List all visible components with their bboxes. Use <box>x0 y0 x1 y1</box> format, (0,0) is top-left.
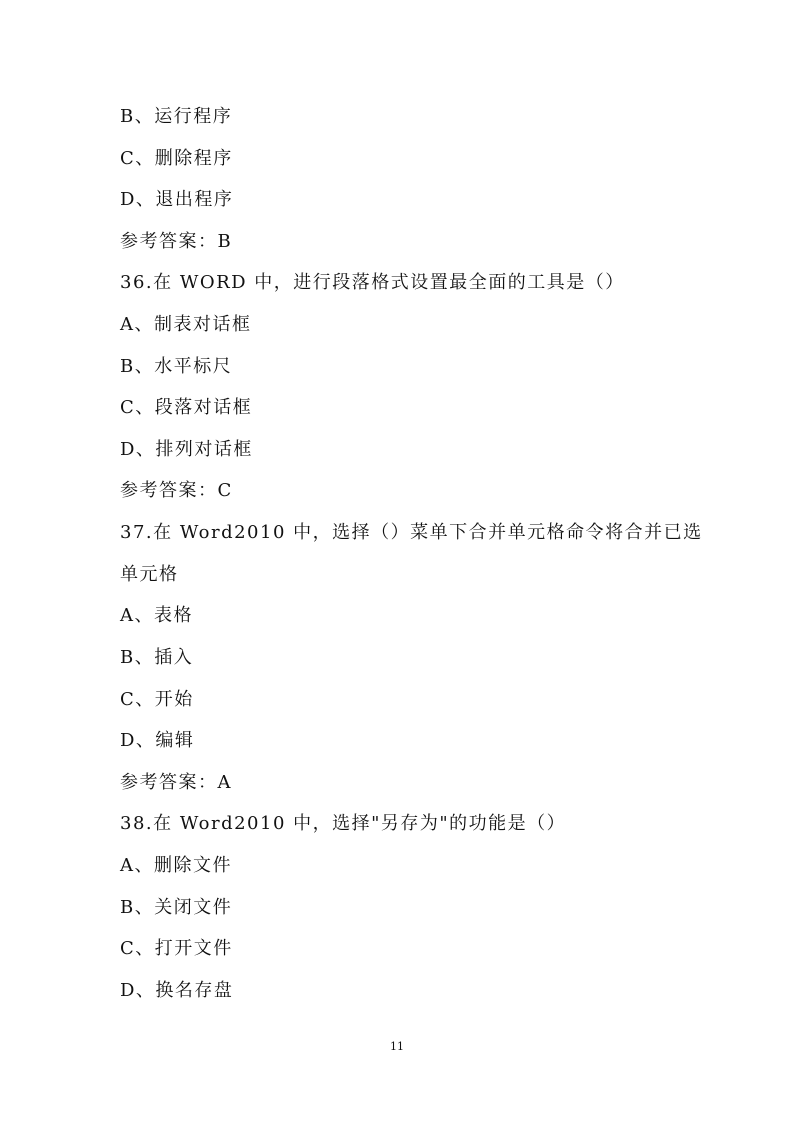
question-37-continued: 单元格 <box>120 564 179 585</box>
option-d-q35: D、退出程序 <box>120 189 234 210</box>
page-number: 11 <box>390 1040 404 1053</box>
answer-q37: 参考答案：A <box>120 772 232 793</box>
option-a-q37: A、表格 <box>120 605 193 626</box>
option-b-q35: B、运行程序 <box>120 106 233 127</box>
option-c-q36: C、段落对话框 <box>120 397 253 418</box>
option-c-q38: C、打开文件 <box>120 938 233 959</box>
option-b-q37: B、插入 <box>120 647 194 668</box>
option-d-q38: D、换名存盘 <box>120 980 234 1001</box>
option-a-q36: A、制表对话框 <box>120 314 252 335</box>
question-36: 36.在 WORD 中，进行段落格式设置最全面的工具是（） <box>120 272 625 293</box>
option-c-q35: C、删除程序 <box>120 148 233 169</box>
option-c-q37: C、开始 <box>120 689 194 710</box>
option-a-q38: A、删除文件 <box>120 855 232 876</box>
question-37: 37.在 Word2010 中，选择（）菜单下合并单元格命令将合并已选 <box>120 522 703 543</box>
question-38: 38.在 Word2010 中，选择"另存为"的功能是（） <box>120 813 567 834</box>
option-d-q36: D、排列对话框 <box>120 439 253 460</box>
answer-q36: 参考答案：C <box>120 480 233 501</box>
option-d-q37: D、编辑 <box>120 730 195 751</box>
answer-q35: 参考答案：B <box>120 231 233 252</box>
option-b-q36: B、水平标尺 <box>120 356 233 377</box>
option-b-q38: B、关闭文件 <box>120 897 233 918</box>
